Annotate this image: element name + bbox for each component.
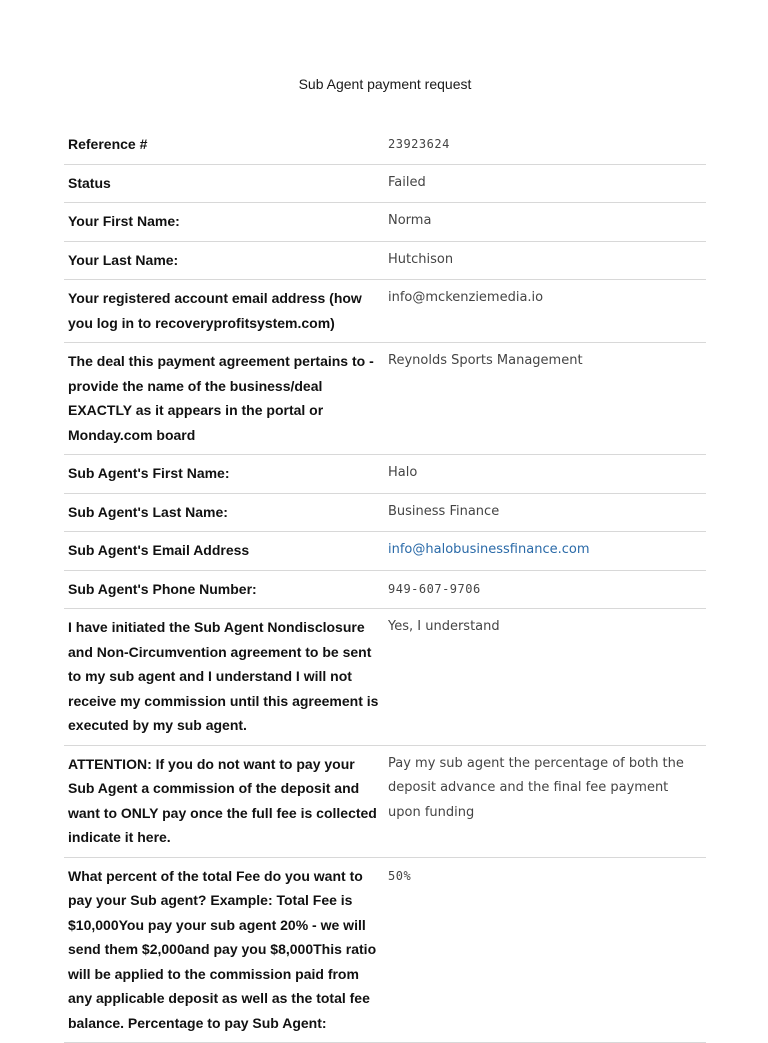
field-value <box>384 532 706 571</box>
field-label: Your First Name: <box>64 203 384 242</box>
table-row-deal-name <box>64 343 706 455</box>
field-label: Your Last Name: <box>64 241 384 280</box>
field-label: Sub Agent's Last Name: <box>64 493 384 532</box>
field-value: Business Finance <box>384 493 706 532</box>
table-row-sub-agent-email <box>64 532 706 571</box>
field-value: 50% <box>384 857 706 1043</box>
table-row-account-email <box>64 280 706 343</box>
table-row-last-name <box>64 241 706 280</box>
field-label: Status <box>64 164 384 203</box>
table-row-sub-agent-phone <box>64 570 706 609</box>
field-label: Your registered account email address (how you log in to recoveryprofitsystem.com) <box>64 280 384 343</box>
table-row-sub-agent-first-name <box>64 455 706 494</box>
field-label: What percent of the total Fee do you want to pay your Sub agent? Example: Total Fee is $10,000You pay your sub agent 20% - we will send them $2,000and pay you $8,000This ratio will be applied to the commission paid from any applicable deposit as well as the total fee balance. Percentage to pay Sub Agent: <box>64 857 384 1043</box>
field-value: Norma <box>384 203 706 242</box>
table-row-reference <box>64 126 706 164</box>
field-label: ATTENTION: If you do not want to pay your Sub Agent a commission of the deposit and want to ONLY pay once the full fee is collected indicate it here. <box>64 745 384 857</box>
table-row-payment-preference <box>64 745 706 857</box>
submission-table <box>64 126 706 1043</box>
page-title: Sub Agent payment request <box>298 76 472 92</box>
field-label: Reference # <box>64 126 384 164</box>
field-value: 949-607-9706 <box>384 570 706 609</box>
field-value: Hutchison <box>384 241 706 280</box>
field-value: info@mckenziemedia.io <box>384 280 706 343</box>
field-value: Pay my sub agent the percentage of both the deposit advance and the final fee payment upon funding <box>384 745 706 857</box>
table-row-sub-agent-last-name <box>64 493 706 532</box>
table-row-commission-percent <box>64 857 706 1043</box>
field-label: I have initiated the Sub Agent Nondisclosure and Non-Circumvention agreement to be sent to my sub agent and I understand I will not receive my commission until this agreement is executed by my sub agent. <box>64 609 384 746</box>
field-value: Yes, I understand <box>384 609 706 746</box>
field-label: The deal this payment agreement pertains to - provide the name of the business/deal EXACTLY as it appears in the portal or Monday.com board <box>64 343 384 455</box>
sub-agent-email-link[interactable]: info@halobusinessfinance.com <box>388 542 590 557</box>
field-value: Reynolds Sports Management <box>384 343 706 455</box>
field-label: Sub Agent's Email Address <box>64 532 384 571</box>
field-value: Halo <box>384 455 706 494</box>
status-value: Failed <box>384 164 706 203</box>
field-label: Sub Agent's Phone Number: <box>64 570 384 609</box>
field-label: Sub Agent's First Name: <box>64 455 384 494</box>
field-value: 23923624 <box>384 126 706 164</box>
table-row-nda-acknowledgement <box>64 609 706 746</box>
table-row-status <box>64 164 706 203</box>
table-row-first-name <box>64 203 706 242</box>
